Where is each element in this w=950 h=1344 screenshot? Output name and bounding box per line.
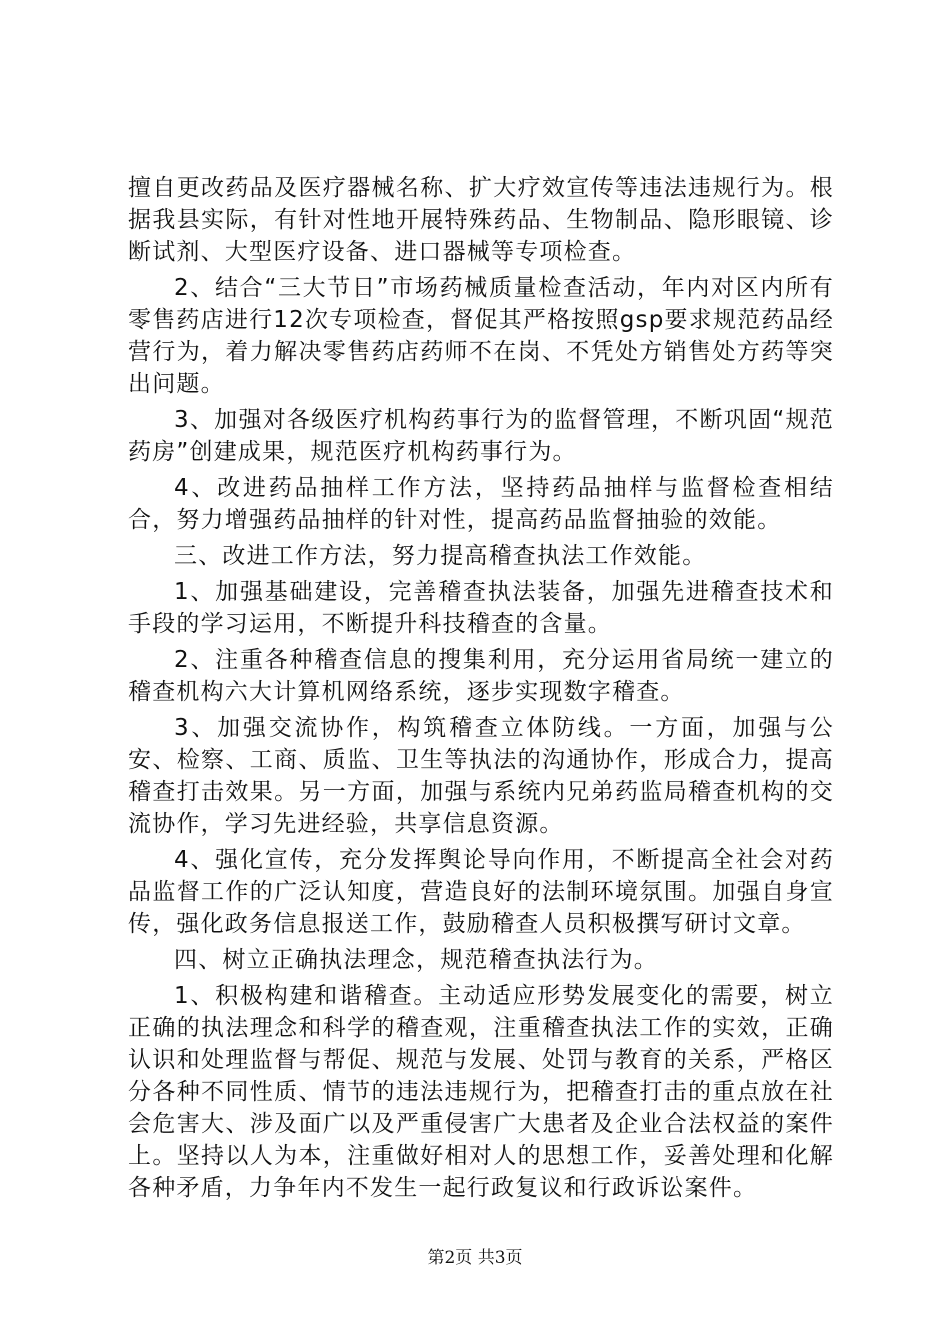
- section-heading-3: 三、改进工作方法，努力提高稽查执法工作效能。: [174, 543, 707, 569]
- paragraph-item-4-publicity: 4、强化宣传，充分发挥舆论导向作用，不断提高全社会对药品监督工作的广泛认知度，营造良好的法制环境氛围。加强自身宣传，强化政务信息报送工作，鼓励稽查人员积极撰写研讨文章。: [128, 847, 834, 937]
- paragraph-item-2-festival-inspection: 2、结合“三大节日”市场药械质量检查活动，年内对区内所有零售药店进行12次专项检查，督促其严格按照gsp要求规范药品经营行为，着力解决零售药店药师不在岗、不凭处方销售处方药等突出问题。: [128, 275, 834, 397]
- paragraph-item-3-medical-institutions: 3、加强对各级医疗机构药事行为的监督管理，不断巩固“规范药房”创建成果，规范医疗机构药事行为。: [128, 407, 834, 465]
- paragraph-item-3-cooperation: 3、加强交流协作，构筑稽查立体防线。一方面，加强与公安、检察、工商、质监、卫生等执法的沟通协作，形成合力，提高稽查打击效果。另一方面，加强与系统内兄弟药监局稽查机构的交流协作，学习先进经验，共享信息资源。: [128, 715, 834, 837]
- document-body: [128, 172, 834, 1204]
- paragraph-item-1-infrastructure: 1、加强基础建设，完善稽查执法装备，加强先进稽查技术和手段的学习运用，不断提升科技稽查的含量。: [128, 579, 834, 637]
- paragraph-item-2-information: 2、注重各种稽查信息的搜集利用，充分运用省局统一建立的稽查机构六大计算机网络系统，逐步实现数字稽查。: [128, 647, 834, 705]
- section-heading-4: 四、树立正确执法理念，规范稽查执法行为。: [174, 947, 658, 973]
- paragraph-continuation: 擅自更改药品及医疗器械名称、扩大疗效宣传等违法违规行为。根据我县实际，有针对性地开展特殊药品、生物制品、隐形眼镜、诊断试剂、大型医疗设备、进口器械等专项检查。: [128, 175, 834, 265]
- page-number-footer: 第2页 共3页: [427, 1248, 523, 1268]
- paragraph-item-1-harmonious-inspection: 1、积极构建和谐稽查。主动适应形势发展变化的需要，树立正确的执法理念和科学的稽查观，注重稽查执法工作的实效，正确认识和处理监督与帮促、规范与发展、处罚与教育的关系，严格区分各种不同性质、情节的违法违规行为，把稽查打击的重点放在社会危害大、涉及面广以及严重侵害广大患者及企业合法权益的案件上。坚持以人为本，注重做好相对人的思想工作，妥善处理和化解各种矛盾，力争年内不发生一起行政复议和行政诉讼案件。: [128, 983, 834, 1201]
- paragraph-item-4-sampling-method: 4、改进药品抽样工作方法，坚持药品抽样与监督检查相结合，努力增强药品抽样的针对性，提高药品监督抽验的效能。: [128, 475, 834, 533]
